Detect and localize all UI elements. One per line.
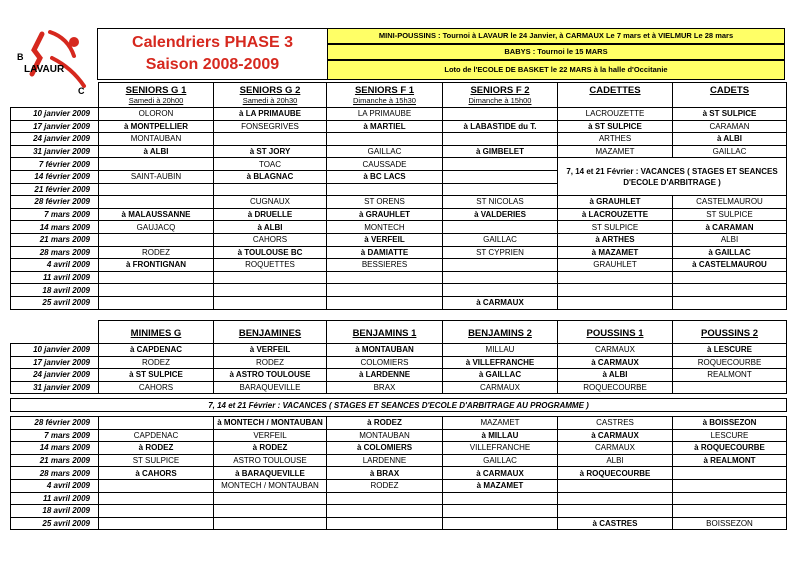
match-cell: à DRUELLE — [214, 208, 327, 221]
match-cell: VERFEIL — [214, 429, 327, 442]
match-cell — [327, 183, 443, 196]
corner-cell — [11, 321, 99, 344]
team-header — [214, 83, 327, 108]
match-cell: LACROUZETTE — [558, 108, 673, 121]
match-cell: CAHORS — [214, 233, 327, 246]
match-cell — [99, 183, 214, 196]
match-cell: BRAX — [327, 381, 443, 394]
team-schedule: Dimanche à 15h00 — [468, 96, 532, 105]
match-cell: CUGNAUX — [214, 196, 327, 209]
table-row — [11, 296, 787, 309]
table-row — [11, 133, 787, 146]
team-name: CADETS — [709, 85, 750, 96]
match-cell: à CARMAUX — [558, 356, 673, 369]
match-cell: CARAMAN — [673, 120, 787, 133]
match-cell: MONTAUBAN — [327, 429, 443, 442]
match-cell — [99, 517, 214, 530]
match-cell — [443, 183, 558, 196]
match-cell: à ALBI — [673, 133, 787, 146]
match-date: 10 janvier 2009 — [11, 108, 99, 121]
team-name: SENIORS G 2 — [239, 85, 301, 96]
vacances-note: 7, 14 et 21 Février : VACANCES ( STAGES ET SEANCES D'ECOLE D'ARBITRAGE AU PROGRAMME ) — [11, 399, 787, 412]
match-cell: CARMAUX — [443, 381, 558, 394]
match-cell: ROQUETTES — [214, 259, 327, 272]
team-header: POUSSINS 1 — [558, 321, 673, 344]
match-cell: VILLEFRANCHE — [443, 442, 558, 455]
match-cell — [99, 196, 214, 209]
match-cell: à LACROUZETTE — [558, 208, 673, 221]
match-cell: RODEZ — [214, 356, 327, 369]
match-cell — [673, 381, 787, 394]
table-row — [11, 196, 787, 209]
match-cell: ALBI — [558, 454, 673, 467]
match-cell: ARTHES — [558, 133, 673, 146]
team-name: SENIORS F 2 — [470, 85, 530, 96]
match-date: 31 janvier 2009 — [11, 381, 99, 394]
match-cell — [443, 271, 558, 284]
match-cell — [558, 505, 673, 518]
match-date: 7 février 2009 — [11, 158, 99, 171]
logo-text: LAVAUR — [24, 64, 65, 75]
match-date: 14 mars 2009 — [11, 221, 99, 234]
match-cell — [99, 271, 214, 284]
team-schedule: Samedi à 20h30 — [242, 96, 298, 105]
match-date: 4 avril 2009 — [11, 479, 99, 492]
match-date: 25 avril 2009 — [11, 296, 99, 309]
match-cell — [99, 233, 214, 246]
table-row — [11, 271, 787, 284]
team-header: BENJAMINS 1 — [327, 321, 443, 344]
match-cell: GAUJACQ — [99, 221, 214, 234]
match-date: 7 mars 2009 — [11, 208, 99, 221]
match-cell: à ROQUECOURBE — [558, 467, 673, 480]
match-cell — [214, 517, 327, 530]
match-cell: à GRAUHLET — [558, 196, 673, 209]
match-cell: BARAQUEVILLE — [214, 381, 327, 394]
match-cell: à ARTHES — [558, 233, 673, 246]
match-cell: MAZAMET — [443, 416, 558, 429]
match-cell: à BRAX — [327, 467, 443, 480]
table-row — [11, 356, 787, 369]
match-cell: à VERFEIL — [327, 233, 443, 246]
match-cell — [327, 505, 443, 518]
match-cell: MONTECH — [327, 221, 443, 234]
team-header — [558, 83, 673, 108]
match-cell — [673, 492, 787, 505]
match-date: 21 février 2009 — [11, 183, 99, 196]
match-date: 21 mars 2009 — [11, 233, 99, 246]
match-cell: ROQUECOURBE — [673, 356, 787, 369]
match-cell: MONTECH / MONTAUBAN — [214, 479, 327, 492]
team-header — [327, 83, 443, 108]
match-date: 11 avril 2009 — [11, 271, 99, 284]
match-cell: à ALBI — [558, 369, 673, 382]
table-row — [11, 442, 787, 455]
match-cell: CAUSSADE — [327, 158, 443, 171]
match-cell: MILLAU — [443, 344, 558, 357]
team-header — [673, 83, 787, 108]
match-cell: à RODEZ — [99, 442, 214, 455]
table-row — [11, 505, 787, 518]
match-cell — [443, 517, 558, 530]
match-cell: RODEZ — [99, 246, 214, 259]
match-cell — [443, 505, 558, 518]
match-cell: à LARDENNE — [327, 369, 443, 382]
match-cell: ST SULPICE — [673, 208, 787, 221]
match-cell: ST NICOLAS — [443, 196, 558, 209]
team-header: BENJAMINS 2 — [443, 321, 558, 344]
match-cell: GAILLAC — [673, 145, 787, 158]
jeunes-table — [10, 320, 787, 530]
match-cell — [327, 492, 443, 505]
match-cell: à MAZAMET — [558, 246, 673, 259]
match-cell: ROQUECOURBE — [558, 381, 673, 394]
match-cell — [214, 505, 327, 518]
match-cell: CASTELMAUROU — [673, 196, 787, 209]
team-name: CADETTES — [589, 85, 641, 96]
match-cell: à CASTELMAUROU — [673, 259, 787, 272]
match-cell: à ALBI — [214, 221, 327, 234]
match-cell: CASTRES — [558, 416, 673, 429]
match-cell: à ST JORY — [214, 145, 327, 158]
match-cell: BESSIERES — [327, 259, 443, 272]
match-cell: ST CYPRIEN — [443, 246, 558, 259]
match-cell: à MONTAUBAN — [327, 344, 443, 357]
match-cell — [214, 271, 327, 284]
table-row — [11, 208, 787, 221]
corner-cell — [11, 83, 99, 108]
match-cell: à MAZAMET — [443, 479, 558, 492]
match-cell — [443, 221, 558, 234]
match-cell: à COLOMIERS — [327, 442, 443, 455]
team-name: SENIORS F 1 — [354, 85, 415, 96]
match-cell: FONSEGRIVES — [214, 120, 327, 133]
match-cell — [214, 284, 327, 297]
match-cell: CARMAUX — [558, 344, 673, 357]
match-cell: COLOMIERS — [327, 356, 443, 369]
match-date: 14 février 2009 — [11, 170, 99, 183]
team-header: MINIMES G — [99, 321, 214, 344]
table-row — [11, 467, 787, 480]
match-cell: CARMAUX — [558, 442, 673, 455]
header-row — [11, 321, 787, 344]
match-cell: OLORON — [99, 108, 214, 121]
vacances-note: 7, 14 et 21 Février : VACANCES ( STAGES ET SEANCES D'ECOLE D'ARBITRAGE ) — [558, 158, 787, 196]
team-header: BENJAMINES — [214, 321, 327, 344]
match-cell: ST ORENS — [327, 196, 443, 209]
match-cell: SAINT-AUBIN — [99, 170, 214, 183]
match-cell: à MILLAU — [443, 429, 558, 442]
match-cell: à CAHORS — [99, 467, 214, 480]
loto-info: Loto de l'ECOLE DE BASKET le 22 MARS à la halle d'Occitanie — [327, 60, 785, 80]
match-cell — [673, 505, 787, 518]
page-title — [97, 28, 327, 80]
table-row — [11, 381, 787, 394]
match-date: 28 mars 2009 — [11, 467, 99, 480]
table-row — [11, 517, 787, 530]
match-cell: GRAUHLET — [558, 259, 673, 272]
match-cell: à ST SULPICE — [558, 120, 673, 133]
match-date: 31 janvier 2009 — [11, 145, 99, 158]
match-cell — [327, 133, 443, 146]
match-cell: GAILLAC — [443, 233, 558, 246]
match-cell: à GIMBELET — [443, 145, 558, 158]
match-cell: à GRAUHLET — [327, 208, 443, 221]
match-cell: LESCURE — [673, 429, 787, 442]
match-cell — [443, 259, 558, 272]
match-cell: à VERFEIL — [214, 344, 327, 357]
table-row — [11, 221, 787, 234]
match-cell — [443, 158, 558, 171]
match-cell: à VALDERIES — [443, 208, 558, 221]
match-cell — [558, 492, 673, 505]
match-cell — [443, 133, 558, 146]
match-cell: à ROQUECOURBE — [673, 442, 787, 455]
match-date: 18 avril 2009 — [11, 284, 99, 297]
table-row — [11, 145, 787, 158]
match-cell: à MONTPELLIER — [99, 120, 214, 133]
match-cell — [673, 271, 787, 284]
match-cell: CAHORS — [99, 381, 214, 394]
team-schedule: Dimanche à 15h30 — [353, 96, 416, 105]
table-row — [11, 416, 787, 429]
match-date: 18 avril 2009 — [11, 505, 99, 518]
match-date: 4 avril 2009 — [11, 259, 99, 272]
match-cell: à MONTECH / MONTAUBAN — [214, 416, 327, 429]
match-cell — [673, 467, 787, 480]
match-cell: ASTRO TOULOUSE — [214, 454, 327, 467]
match-cell — [443, 108, 558, 121]
match-cell — [214, 133, 327, 146]
match-cell — [99, 284, 214, 297]
match-date: 25 avril 2009 — [11, 517, 99, 530]
match-cell: ST SULPICE — [99, 454, 214, 467]
match-cell: à CARMAUX — [443, 296, 558, 309]
match-cell: à VILLEFRANCHE — [443, 356, 558, 369]
table-row — [11, 479, 787, 492]
match-date: 10 janvier 2009 — [11, 344, 99, 357]
match-cell: LARDENNE — [327, 454, 443, 467]
match-cell: GAILLAC — [327, 145, 443, 158]
match-cell: à MARTIEL — [327, 120, 443, 133]
table-row — [11, 284, 787, 297]
match-cell: à ALBI — [99, 145, 214, 158]
match-cell — [99, 296, 214, 309]
title-line-1: Calendriers PHASE 3 — [132, 34, 293, 51]
match-cell: MAZAMET — [558, 145, 673, 158]
match-cell — [443, 284, 558, 297]
team-header — [443, 83, 558, 108]
match-cell: à BOISSEZON — [673, 416, 787, 429]
match-cell — [214, 296, 327, 309]
team-header — [99, 83, 214, 108]
match-cell: à FRONTIGNAN — [99, 259, 214, 272]
table-row — [11, 429, 787, 442]
match-date: 17 janvier 2009 — [11, 356, 99, 369]
match-cell: à BLAGNAC — [214, 170, 327, 183]
team-schedule: Samedi à 20h00 — [128, 96, 184, 105]
match-date: 28 mars 2009 — [11, 246, 99, 259]
match-cell: MONTAUBAN — [99, 133, 214, 146]
team-header: POUSSINS 2 — [673, 321, 787, 344]
logo-letter-b: B — [17, 52, 24, 62]
match-cell — [673, 284, 787, 297]
match-date: 24 janvier 2009 — [11, 133, 99, 146]
match-cell — [558, 284, 673, 297]
match-cell — [99, 492, 214, 505]
match-cell: REALMONT — [673, 369, 787, 382]
match-cell — [327, 284, 443, 297]
table-row — [11, 454, 787, 467]
match-cell: à RODEZ — [327, 416, 443, 429]
match-cell: à LABASTIDE du T. — [443, 120, 558, 133]
table-row — [11, 344, 787, 357]
logo-letter-c: C — [78, 86, 85, 96]
table-row — [11, 246, 787, 259]
match-cell — [99, 158, 214, 171]
match-cell: à LESCURE — [673, 344, 787, 357]
match-cell: à RODEZ — [214, 442, 327, 455]
match-cell: à ST SULPICE — [99, 369, 214, 382]
match-cell: à CARMAUX — [558, 429, 673, 442]
match-cell: RODEZ — [327, 479, 443, 492]
match-cell: à CARMAUX — [443, 467, 558, 480]
match-cell — [99, 416, 214, 429]
minipoussins-info: MINI-POUSSINS : Tournoi à LAVAUR le 24 Janvier, à CARMAUX Le 7 mars et à VIELMUR Le 28 mars — [327, 28, 785, 44]
match-cell: à CAPDENAC — [99, 344, 214, 357]
match-cell — [99, 479, 214, 492]
table-row — [11, 233, 787, 246]
match-cell — [214, 183, 327, 196]
table-row — [11, 158, 787, 171]
match-cell — [443, 492, 558, 505]
match-cell: GAILLAC — [443, 454, 558, 467]
match-cell — [327, 271, 443, 284]
header-row — [11, 83, 787, 108]
match-cell: à DAMIATTE — [327, 246, 443, 259]
match-cell — [558, 296, 673, 309]
match-date: 7 mars 2009 — [11, 429, 99, 442]
match-cell: à MALAUSSANNE — [99, 208, 214, 221]
match-cell: à TOULOUSE BC — [214, 246, 327, 259]
babys-info: BABYS : Tournoi le 15 MARS — [327, 44, 785, 60]
vacances-row — [11, 399, 787, 412]
match-cell — [558, 271, 673, 284]
title-line-2: Saison 2008-2009 — [145, 56, 280, 73]
match-cell: CAPDENAC — [99, 429, 214, 442]
match-cell: TOAC — [214, 158, 327, 171]
match-cell — [327, 517, 443, 530]
match-date: 21 mars 2009 — [11, 454, 99, 467]
match-cell: à ST SULPICE — [673, 108, 787, 121]
match-date: 28 février 2009 — [11, 196, 99, 209]
match-date: 11 avril 2009 — [11, 492, 99, 505]
table-row — [11, 492, 787, 505]
match-cell: à GAILLAC — [443, 369, 558, 382]
match-cell: RODEZ — [99, 356, 214, 369]
match-date: 17 janvier 2009 — [11, 120, 99, 133]
match-cell: à LA PRIMAUBE — [214, 108, 327, 121]
match-cell — [673, 479, 787, 492]
match-date: 28 février 2009 — [11, 416, 99, 429]
match-cell — [327, 296, 443, 309]
match-cell — [673, 296, 787, 309]
table-row — [11, 369, 787, 382]
match-cell — [558, 479, 673, 492]
table-row — [11, 120, 787, 133]
match-cell — [214, 492, 327, 505]
table-row — [11, 259, 787, 272]
match-cell: à REALMONT — [673, 454, 787, 467]
match-cell — [99, 505, 214, 518]
match-cell — [443, 170, 558, 183]
match-date: 14 mars 2009 — [11, 442, 99, 455]
match-cell: à CARAMAN — [673, 221, 787, 234]
match-cell: à CASTRES — [558, 517, 673, 530]
match-cell: à GAILLAC — [673, 246, 787, 259]
seniors-cadets-table — [10, 82, 787, 310]
match-cell: ALBI — [673, 233, 787, 246]
match-cell: BOISSEZON — [673, 517, 787, 530]
match-cell: LA PRIMAUBE — [327, 108, 443, 121]
match-cell: à ASTRO TOULOUSE — [214, 369, 327, 382]
match-cell: à BARAQUEVILLE — [214, 467, 327, 480]
match-date: 24 janvier 2009 — [11, 369, 99, 382]
match-cell: ST SULPICE — [558, 221, 673, 234]
match-cell: à BC LACS — [327, 170, 443, 183]
table-row — [11, 108, 787, 121]
team-name: SENIORS G 1 — [125, 85, 187, 96]
